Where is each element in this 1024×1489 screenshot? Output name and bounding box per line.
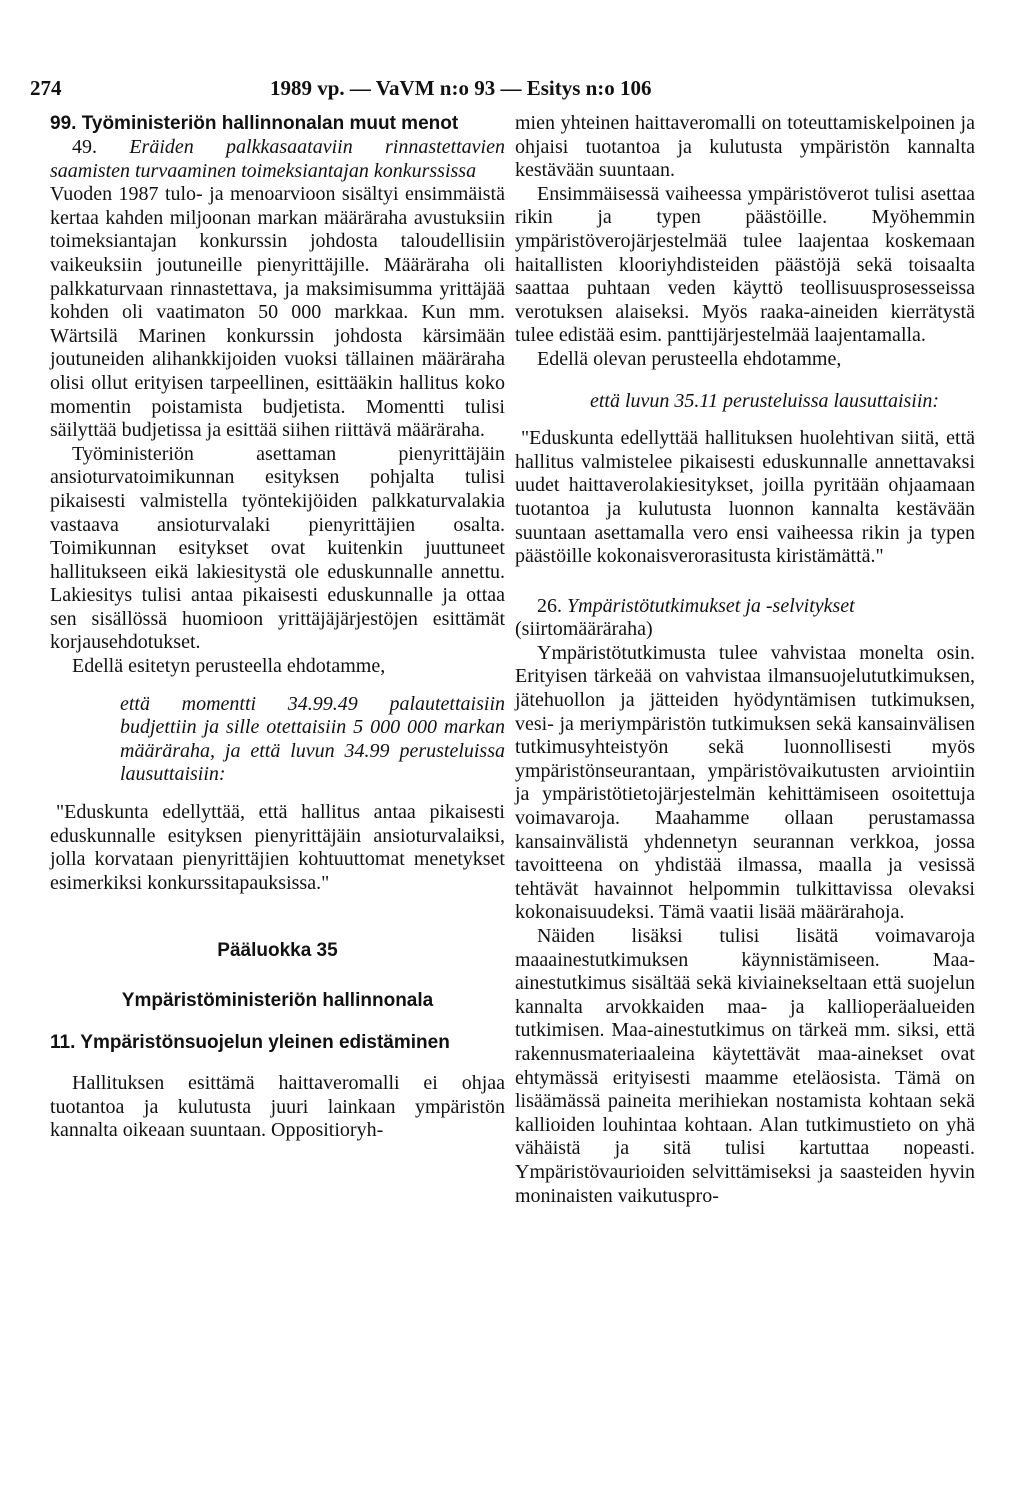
paragraph: Ympäristötutkimusta tulee vahvistaa monelta osin. Erityisen tärkeää on vahvistaa ilmansuojelututkimuksen, jätehuollon ja jätteiden hyödyntämisen tutkimuksen, vesi- ja meriympäristön tutkimuksen sekä kansainvälisen tutkimusyhteistyön sekä luonnollisesti myös ympäristönseurantaan, ympäristövaikutusten arviointiin ja ympäristötietojärjestelmän kehittämiseen osoitettuja voimavaroja. Maahamme ollaan perustamassa kansainvälistä yhdennetyn seurannan verkkoa, jossa tavoitteena on yhdistää ilmassa, maalla ja vesissä tehtävät havainnot helpommin tulkittavissa olevaksi kokonaisuudeksi. Tämä vaatii lisää määrärahoja.	[515, 641, 975, 924]
paragraph: Hallituksen esittämä haittaveromalli ei ohjaa tuotantoa ja kulutusta juuri lainkaan ympäristön kannalta oikeaan suuntaan. Oppositioryh-	[50, 1072, 505, 1142]
chapter-heading: 11. Ympäristönsuojelun yleinen edistäminen	[50, 1031, 450, 1053]
paragraph: Vuoden 1987 tulo- ja menoarvioon sisältyi ensimmäistä kertaa kahden miljoonan markan määräraha avustuksiin toimeksiantajan konkurssin johdosta taloudellisiin vaikeuksiin joutuneille pienyrittäjille. Määräraha oli palkkaturvaan rinnastettava, ja maksimisumma yrittäjää kohden oli vaatimaton 50 000 markkaa. Kun mm. Wärtsilä Marinen konkurssin johdosta kärsimään joutuneiden alihankkijoiden vuoksi tällainen määräraha olisi ollut erityisen tarpeellinen, esittääkin hallitus koko momentin poistamista budjetista. Momentti tulisi säilyttää budjetissa ja esittää siihen riittävä määräraha.	[50, 183, 505, 442]
item-heading	[50, 136, 505, 183]
item-title: Eräiden palkkasaataviin rinnastettavien saamisten turvaaminen toimeksiantajan konkurssissa	[50, 136, 505, 182]
page-number: 274	[30, 76, 62, 100]
paragraph: mien yhteinen haittaveromalli on toteuttamiskelpoinen ja ohjaisi tuotantoa ja kulutusta ympäristön kannalta kestävään suuntaan.	[515, 112, 975, 182]
item-number: 49.	[72, 136, 97, 158]
quote-text: "Eduskunta edellyttää hallituksen huolehtivan siitä, että hallitus valmistelee pikaisesti eduskunnalle annettavaksi uudet haittaverolakiesitykset, joilla pyritään ohjaamaan tuotantoa ja kulutusta luonnon kannalta kestävään suuntaan asettamalla vero ensi vaiheessa rikin ja typen päästöille kokonaisverorasitusta kiristämättä."	[515, 427, 975, 568]
proposal-text: että luvun 35.11 perusteluissa lausuttaisiin:	[590, 389, 940, 412]
paragraph: Näiden lisäksi tulisi lisätä voimavaroja maaainestutkimuksen käynnistämiseen. Maa-ainestutkimus sisältää sekä kiviainekseltaan että suojelun kannalta arvokkaiden maa- ja kallioperäalueiden tutkimisen. Maa-ainestutkimus on tärkeä mm. siksi, että rakennusmateriaaleina käytettävät maa-ainekset ovat ehtymässä erityisesti maamme eteläosista. Tämä on lisäämässä paineita merihiekan nostamista kohtaan sekä kallioiden louhintaa kohtaan. Alan tutkimustieto on yhä vähäistä ja sitä tulisi kartuttaa nopeasti. Ympäristövaurioiden selvittämiseksi ja saasteiden hyvin moninaisten vaikutuspro-	[515, 925, 975, 1207]
item-heading	[515, 595, 975, 619]
paragraph: Työministeriön asettaman pienyrittäjäin ansioturvatoimikunnan esityksen pohjalta tulisi pikaisesti valmistella työntekijöiden palkkaturvalakia vastaava ansioturvalaki pienyrittäjien osalta. Toimikunnan esitykset ovat kuitenkin juuttuneet hallitukseen eikä lakiesitystä ole eduskunnalle annettu. Lakiesitys tulisi antaa pikaisesti eduskunnalle ja ottaa sen sisällössä huomioon yrittäjäjärjestöjen esittämät korjausehdotukset.	[50, 442, 505, 654]
main-class-heading: Pääluokka 35	[217, 940, 338, 962]
quote-text: "Eduskunta edellyttää, että hallitus antaa pikaisesti eduskunnalle esityksen pienyrittäjäin ansioturvalaiksi, jolla korvataan pienyrittäjien kohtuuttomat menetykset esimerkiksi konkurssitapauksissa."	[50, 801, 505, 894]
page-header	[30, 76, 984, 106]
paragraph: Ensimmäisessä vaiheessa ympäristöverot tulisi asettaa rikin ja typen päästöille. Myöhemmin ympäristöverojärjestelmää tulee laajentaa koskemaan haitallisten klooriyhdisteiden päästöjä sekä toisaalta saattaa puhtaan veden käyttö teollisuusprosesseissa verotuksen alaiseksi. Myös raaka-aineiden kierrätystä tulee edistää esim. panttijärjestelmää laajentamalla.	[515, 182, 975, 347]
item-subtitle: (siirtomääräraha)	[515, 618, 653, 641]
paragraph: Edellä esitetyn perusteella ehdotamme,	[72, 655, 386, 678]
left-column	[50, 112, 505, 1143]
section-heading: 99. Työministeriön hallinnonalan muut menot	[50, 113, 459, 134]
running-title: 1989 vp. — VaVM n:o 93 — Esitys n:o 106	[270, 76, 652, 100]
item-number: 26.	[537, 594, 562, 617]
paragraph: Edellä olevan perusteella ehdotamme,	[537, 347, 842, 370]
right-column	[515, 112, 975, 1208]
item-title: Ympäristötutkimukset ja -selvitykset	[567, 594, 855, 617]
proposal-text: että momentti 34.99.49 palautettaisiin budjettiin ja sille otettaisiin 5 000 000 markan määräraha, ja että luvun 34.99 perusteluissa lausuttaisiin:	[120, 692, 505, 786]
ministry-heading: Ympäristöministeriön hallinnonala	[121, 990, 434, 1011]
